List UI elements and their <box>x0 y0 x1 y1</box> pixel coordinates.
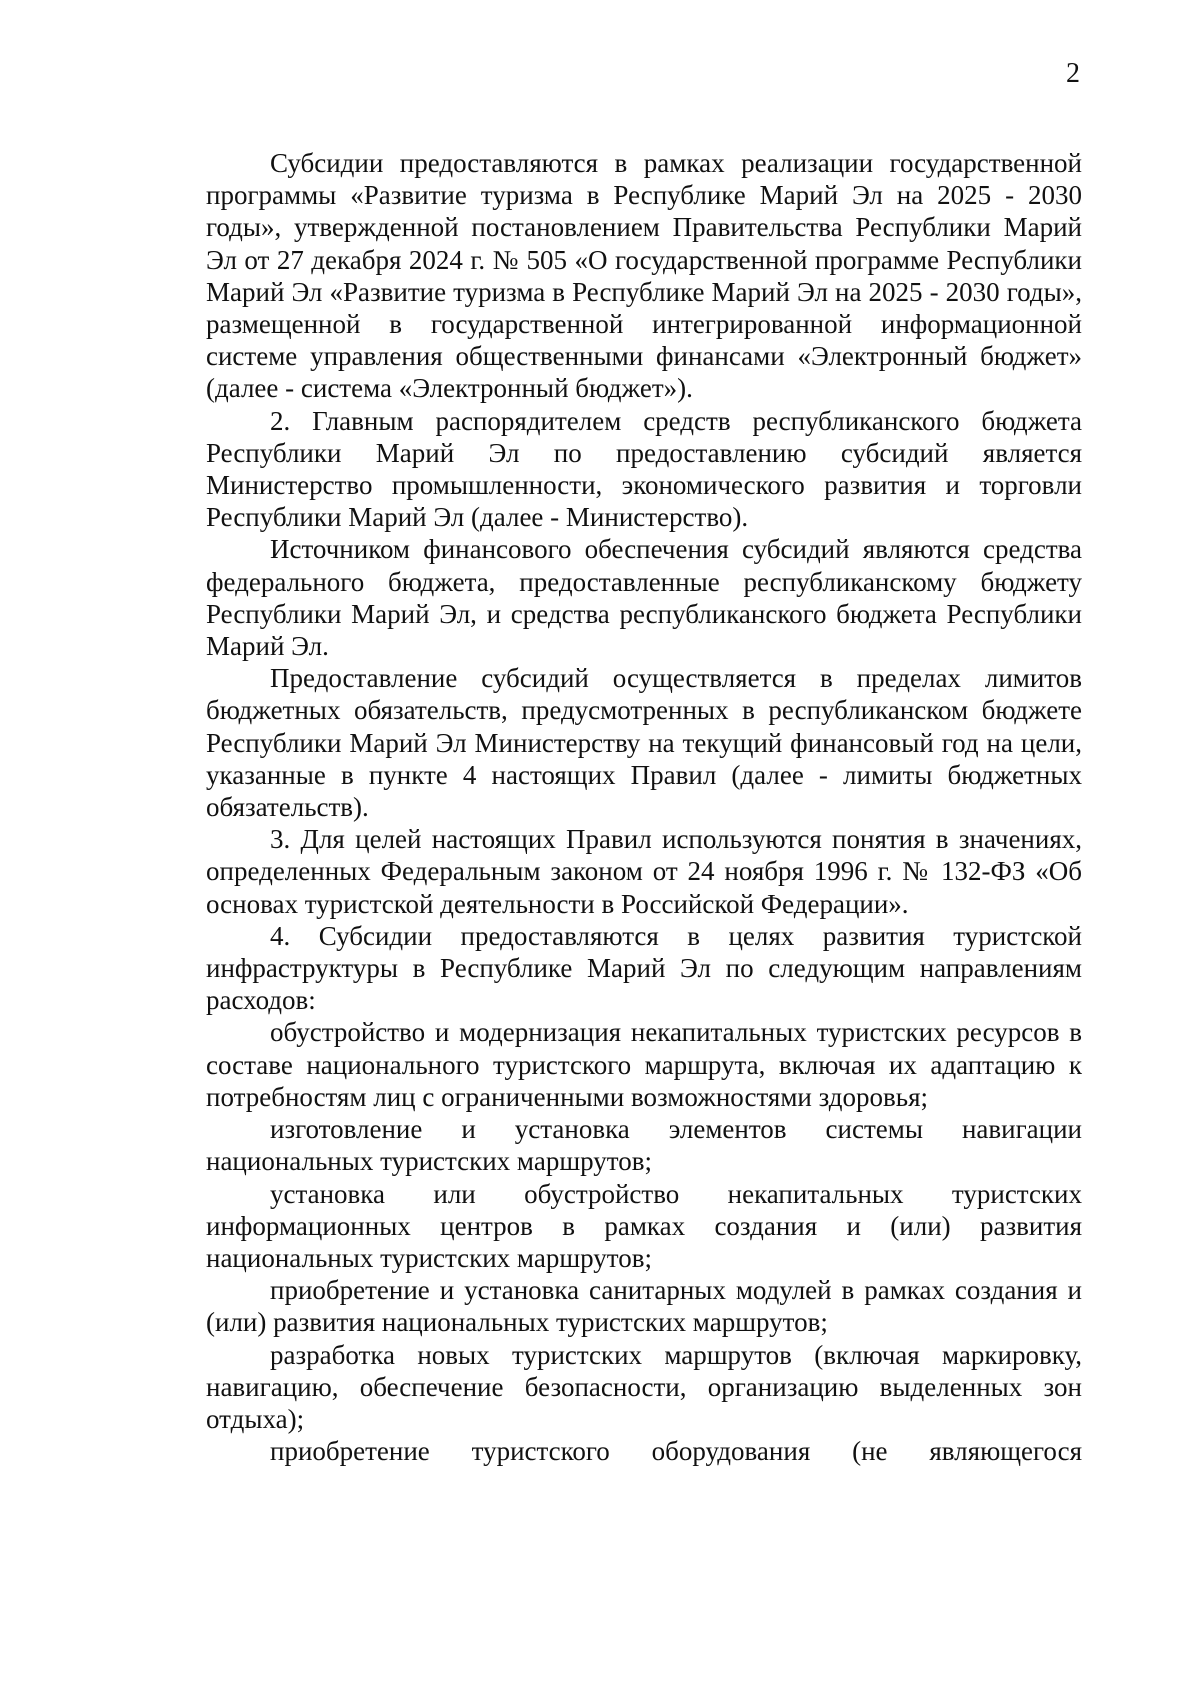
paragraph-2-chief-administrator: 2. Главным распорядителем средств республиканского бюджета Республики Марий Эл по предоставлению субсидий является Министерство промышленности, экономического развития и торговли Республики Марий Эл (далее - Министерство). <box>206 405 1082 533</box>
list-item-modernization: обустройство и модернизация некапитальных туристских ресурсов в составе национального туристского маршрута, включая их адаптацию к потребностям лиц с ограниченными возможностями здоровья; <box>206 1017 1082 1112</box>
list-item-sanitary-modules: приобретение и установка санитарных модулей в рамках создания и (или) развития национальных туристских маршрутов; <box>206 1275 1082 1338</box>
paragraph-subsidies-program: Субсидии предоставляются в рамках реализации государственной программы «Развитие туризма в Республике Марий Эл на 2025 - 2030 годы», утвержденной постановлением Правительства Республики Марий Эл от 27 декабря 2024 г. № 505 «О государственной программе Республики Марий Эл «Развитие туризма в Республике Марий Эл на 2025 - 2030 годы», размещенной в государственной интегрированной информационной системе управления общественными финансами «Электронный бюджет» (далее - система «Электронный бюджет»). <box>206 148 1082 404</box>
page-number: 2 <box>1066 58 1080 89</box>
paragraph-4-purposes: 4. Субсидии предоставляются в целях развития туристской инфраструктуры в Республике Марий Эл по следующим направлениям расходов: <box>206 920 1082 1016</box>
list-item-info-centers: установка или обустройство некапитальных туристских информационных центров в рамках создания и (или) развития национальных туристских маршрутов; <box>206 1178 1082 1273</box>
document-body <box>206 147 1082 1467</box>
paragraph-funding-source: Источником финансового обеспечения субсидий являются средства федерального бюджета, предоставленные республиканскому бюджету Республики Марий Эл, и средства республиканского бюджета Республики Марий Эл. <box>206 534 1082 662</box>
list-item-new-routes: разработка новых туристских маршрутов (включая маркировку, навигацию, обеспечение безопасности, организацию выделенных зон отдыха); <box>206 1339 1082 1434</box>
paragraph-3-definitions: 3. Для целей настоящих Правил используются понятия в значениях, определенных Федеральным законом от 24 ноября 1996 г. № 132-ФЗ «Об основах туристской деятельности в Российской Федерации». <box>206 824 1082 919</box>
list-item-equipment: приобретение туристского оборудования (не являющегося <box>270 1436 1082 1467</box>
list-item-navigation: изготовление и установка элементов системы навигации национальных туристских маршрутов; <box>206 1114 1082 1177</box>
paragraph-budget-limits: Предоставление субсидий осуществляется в пределах лимитов бюджетных обязательств, предусмотренных в республиканском бюджете Республики Марий Эл Министерству на текущий финансовый год на цели, указанные в пункте 4 настоящих Правил (далее - лимиты бюджетных обязательств). <box>206 663 1082 823</box>
